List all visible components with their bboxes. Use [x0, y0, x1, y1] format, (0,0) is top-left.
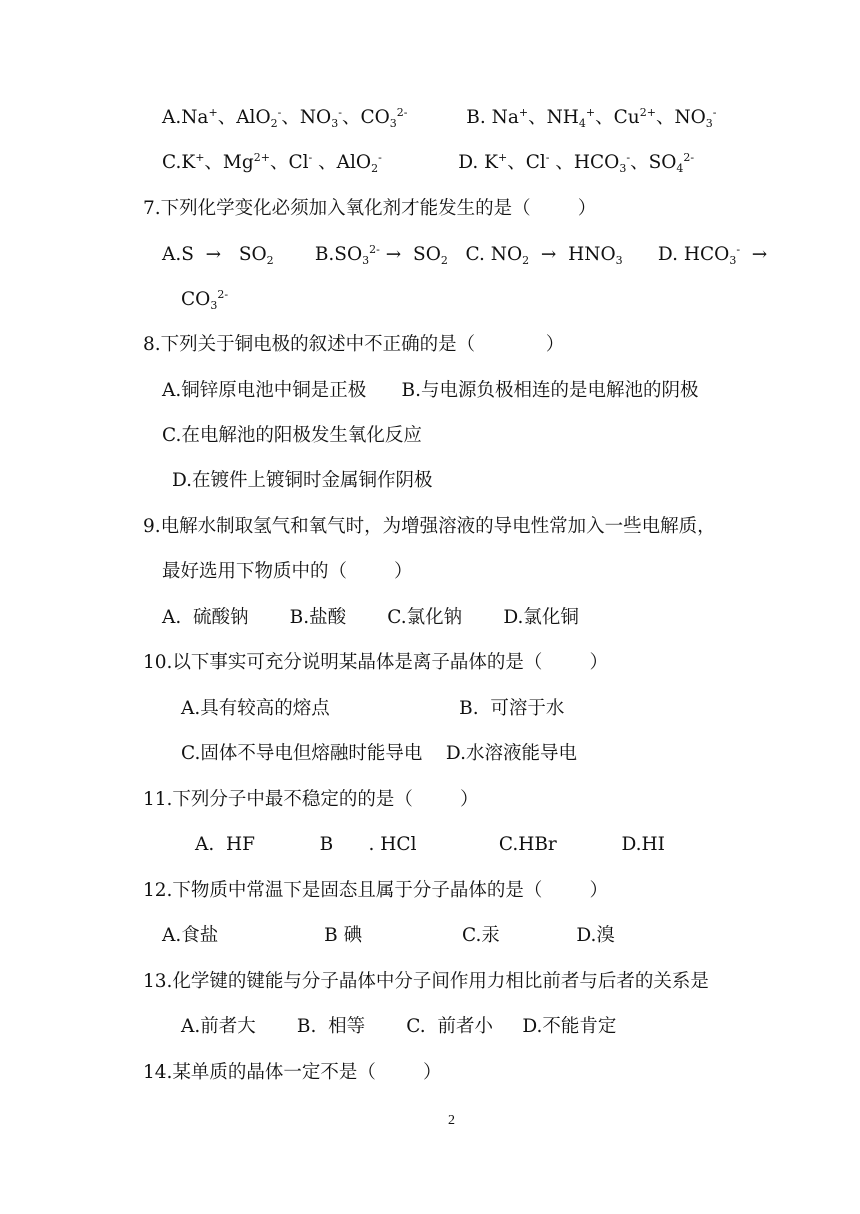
q9-stem: 9.电解水制取氢气和氧气时，为增强溶液的导电性常加入一些电解质，	[143, 516, 716, 537]
page-number: 2	[448, 1113, 455, 1128]
q6-option-ab: A.Na+、AlO$_2$-、$NO_3^-$、$CO_3^{2-}$ B. Na+、$NH_4^+$、$Cu^{2+}$、$NO_3^-$	[162, 106, 717, 130]
q7-options-cont: $CO_3^{2-}$	[181, 288, 229, 312]
q12-stem: 12.下物质中常温下是固态且属于分子晶体的是（ ）	[143, 880, 608, 901]
q9-stem-cont: 最好选用下物质中的（ ）	[162, 561, 413, 582]
q8-option-ab: A.铜锌原电池中铜是正极 B.与电源负极相连的是电解池的阴极	[162, 380, 699, 401]
q10-option-cd: C.固体不导电但熔融时能导电 D.水溶液能导电	[181, 743, 577, 764]
q8-stem: 8.下列关于铜电极的叙述中不正确的是（ ）	[143, 334, 565, 355]
q14-stem: 14.某单质的晶体一定不是（ ）	[143, 1062, 442, 1083]
q8-option-c: C.在电解池的阳极发生氧化反应	[162, 425, 422, 446]
q12-options: A.食盐 B 碘 C.汞 D.溴	[162, 925, 615, 946]
q11-options: A. HF B . HCl C.HBr D.HI	[195, 834, 665, 855]
q10-option-ab: A.具有较高的熔点 B. 可溶于水	[181, 698, 565, 719]
q11-stem: 11.下列分子中最不稳定的的是（ ）	[143, 789, 479, 810]
q10-stem: 10.以下事实可充分说明某晶体是离子晶体的是（ ）	[143, 652, 608, 673]
q8-option-d: D.在镀件上镀铜时金属铜作阴极	[172, 470, 433, 491]
q9-options: A. 硫酸钠 B.盐酸 C.氯化钠 D.氯化铜	[162, 607, 579, 628]
q6-option-cd: C.K+、$Mg^{2+}$、Cl- 、AlO$_2$- D. K+、Cl- 、$HCO_3^-$、$SO_4^{2-}$	[162, 151, 695, 175]
q13-options: A.前者大 B. 相等 C. 前者小 D.不能肯定	[181, 1016, 617, 1037]
q13-stem: 13.化学键的键能与分子晶体中分子间作用力相比前者与后者的关系是	[143, 971, 709, 992]
q7-stem: 7.下列化学变化必须加入氧化剂才能发生的是（ ）	[143, 198, 597, 219]
q7-options: $A.S \to SO_2$ $B.SO_3^{2-} \to SO_2$ C. $NO_2 \to HNO_3$ D. $HCO_3^-$ →	[162, 243, 768, 267]
